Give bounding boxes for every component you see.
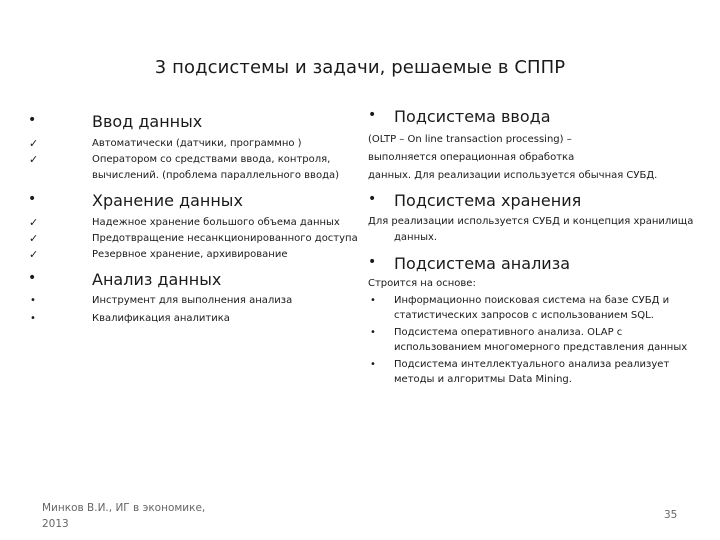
text-line: выполняется операционная обработка: [368, 152, 575, 163]
bullet-marker: •: [368, 191, 377, 207]
small-bullet-marker: •: [30, 313, 36, 324]
bullet-marker: •: [368, 254, 377, 270]
section-heading-storage: Хранение данных: [92, 191, 243, 210]
subsystem-heading-storage: Подсистема хранения: [394, 191, 582, 210]
bullet-marker: •: [28, 191, 37, 207]
check-icon: ✓: [29, 216, 39, 229]
text-line: Строится на основе:: [368, 278, 476, 289]
footer-line: Минков В.И., ИГ в экономике,: [42, 502, 206, 514]
small-bullet-marker: •: [370, 359, 376, 370]
slide-title: 3 подсистемы и задачи, решаемые в СППР: [154, 57, 566, 78]
check-icon: ✓: [29, 137, 39, 150]
list-item-continuation: вычислений. (проблема параллельного ввода): [92, 170, 340, 181]
subsystem-heading-analysis: Подсистема анализа: [394, 254, 571, 273]
list-item: Подсистема интеллектуального анализа реализует: [394, 359, 670, 370]
bullet-marker: •: [28, 270, 37, 286]
text-line: данных. Для реализации используется обычная СУБД.: [368, 170, 658, 181]
list-item: Предотвращение несанкционированного доступа: [92, 233, 358, 244]
list-item: Квалификация аналитика: [92, 313, 230, 324]
list-item: Инструмент для выполнения анализа: [92, 295, 293, 306]
subsystem-heading-input: Подсистема ввода: [394, 107, 551, 126]
text-line: (OLTP – On line transaction processing) –: [368, 134, 572, 145]
section-heading-analysis: Анализ данных: [92, 270, 222, 289]
bullet-marker: •: [28, 112, 37, 128]
text-line: Для реализации используется СУБД и концепция хранилища: [368, 216, 694, 227]
list-item: Информационно поисковая система на базе СУБД и: [394, 295, 670, 306]
list-item: Оператором со средствами ввода, контроля,: [92, 154, 331, 165]
footer-year: 2013: [42, 518, 69, 530]
list-item: Надежное хранение большого объема данных: [92, 217, 340, 228]
small-bullet-marker: •: [370, 295, 376, 306]
section-heading-input: Ввод данных: [92, 112, 203, 131]
list-item: Подсистема оперативного анализа. OLAP с: [394, 327, 623, 338]
footer-author: [42, 500, 205, 532]
list-item-continuation: использованием многомерного представления данных: [394, 342, 688, 353]
check-icon: ✓: [29, 232, 39, 245]
small-bullet-marker: •: [30, 295, 36, 306]
list-item: Резервное хранение, архивирование: [92, 249, 288, 260]
check-icon: ✓: [29, 248, 39, 261]
list-item: Автоматически (датчики, программно ): [92, 138, 302, 149]
text-line: данных.: [394, 232, 438, 243]
list-item-continuation: методы и алгоритмы Data Mining.: [394, 374, 572, 385]
check-icon: ✓: [29, 153, 39, 166]
bullet-marker: •: [368, 107, 377, 123]
list-item-continuation: статистических запросов с использованием SQL.: [394, 310, 654, 321]
page-number: 35: [664, 509, 678, 521]
small-bullet-marker: •: [370, 327, 376, 338]
